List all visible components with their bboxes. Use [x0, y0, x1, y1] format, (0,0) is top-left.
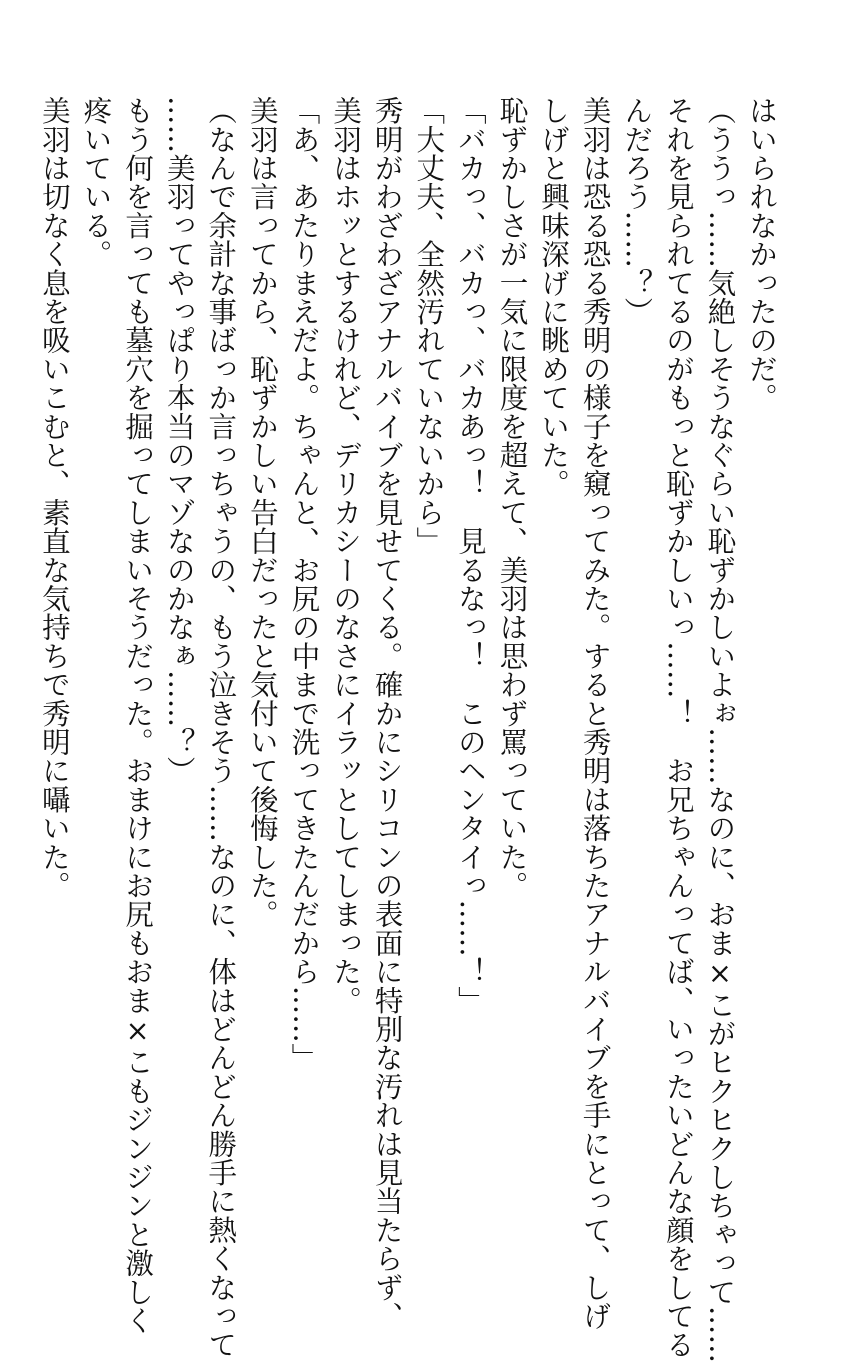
text-line: もう何を言っても墓穴を掘ってしまいそうだった。おまけにお尻もおま×こもジンジンと激しく: [121, 96, 155, 1335]
text-line: （なんで余計な事ばっか言っちゃうの、もう泣きそう……なのに、体はどんどん勝手に熱くなって: [204, 96, 238, 1359]
text-line: 「大丈夫、全然汚れていないから」: [412, 96, 446, 556]
text-line: 美羽は言ってから、恥ずかしい告白だったと気付いて後悔した。: [245, 96, 279, 929]
text-line: 「バカっ、バカっ、バカあっ！ 見るなっ！ このヘンタイっ……！」: [453, 96, 487, 1015]
text-line: それを見られてるのがもっと恥ずかしいっ……！ お兄ちゃんってば、いったいどんな顔をしてる: [661, 96, 695, 1359]
text-line: 恥ずかしさが一気に限度を超えて、美羽は思わず罵っていた。: [495, 96, 529, 900]
text-line: ……美羽ってやっぱり本当のマゾなのかなぁ……？）: [162, 96, 196, 785]
text-line: んだろう……？）: [620, 96, 654, 326]
text-line: 美羽はホッとするけれど、デリカシーのなさにイラッとしてしまった。: [329, 96, 363, 1015]
text-line: 「あ、あたりまえだよ。ちゃんと、お尻の中まで洗ってきたんだから……」: [287, 96, 321, 1072]
text-line: しげと興味深げに眺めていた。: [537, 96, 571, 498]
text-line: 美羽は切なく息を吸いこむと、素直な気持ちで秀明に囁いた。: [37, 96, 71, 900]
text-line: 秀明がわざわざアナルバイブを見せてくる。確かにシリコンの表面に特別な汚れは見当たらず、: [370, 96, 404, 1331]
text-line: 疼いている。: [79, 96, 113, 269]
text-line: （ううっ……気絶しそうなぐらい恥ずかしいよぉ……なのに、おま×こがヒクヒクしちゃって……: [703, 96, 737, 1363]
text-line: はいられなかったのだ。: [745, 96, 778, 412]
text-line: 美羽は恐る恐る秀明の様子を窺ってみた。すると秀明は落ちたアナルバイブを手にとって、しげ: [578, 96, 612, 1331]
vertical-text-body: [33, 96, 782, 1363]
